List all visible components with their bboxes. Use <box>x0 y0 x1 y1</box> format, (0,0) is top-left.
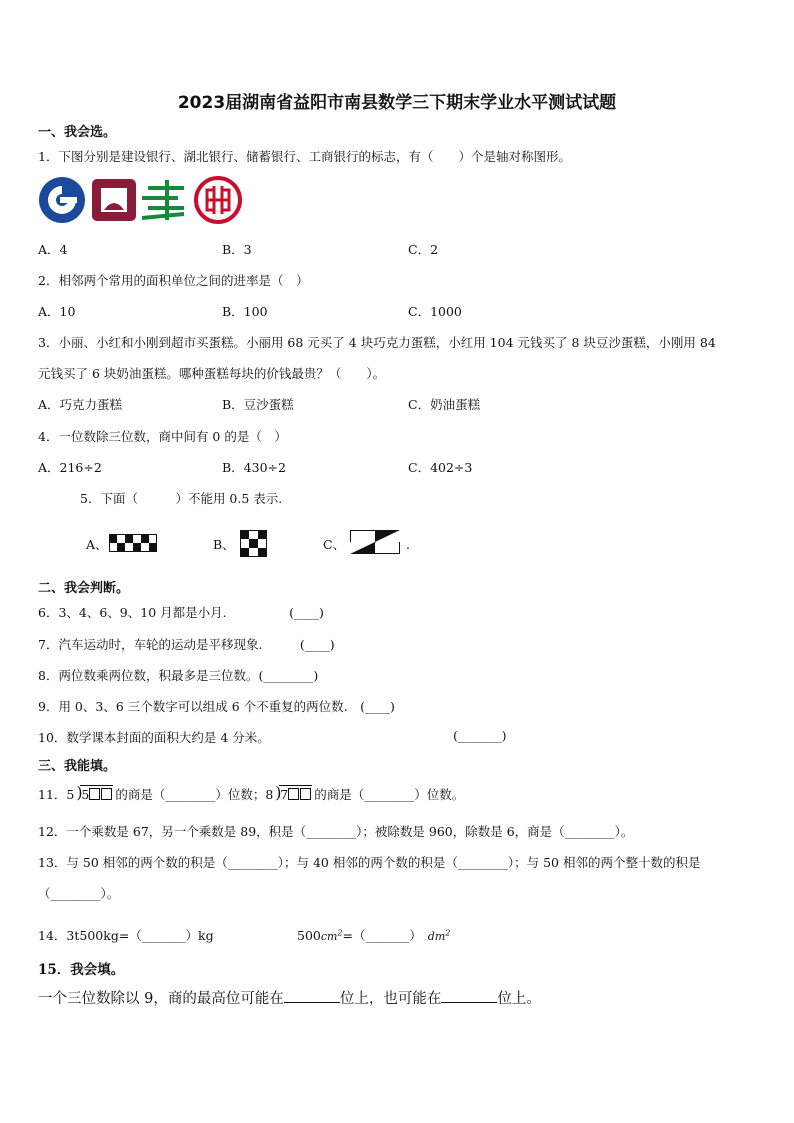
q5-end-mark: . <box>406 537 410 552</box>
question-2: 2．相邻两个常用的面积单位之间的进率是（ ） <box>38 273 309 288</box>
q11-text-1: 的商是（________）位数； <box>115 787 266 802</box>
question-8: 8．两位数乘两位数，积最多是三位数。(________) <box>38 668 319 683</box>
q4-option-b[interactable]: B．430÷2 <box>222 460 286 475</box>
bank-logos <box>38 176 244 224</box>
split-rect-figure-c <box>350 530 400 554</box>
long-division-2 <box>273 783 312 802</box>
unit-cm: cm <box>320 930 338 943</box>
q5-option-b[interactable]: B、 <box>213 537 235 552</box>
grid-figure-a <box>109 534 157 552</box>
q5-option-c[interactable]: C、 <box>323 537 346 552</box>
q1-option-c[interactable]: C．2 <box>408 242 439 257</box>
q1-option-b[interactable]: B．3 <box>222 242 252 257</box>
q2-option-a[interactable]: A．10 <box>38 304 76 319</box>
grid-figure-b <box>240 530 267 557</box>
q5-figure-a <box>109 534 157 555</box>
blank-box[interactable] <box>288 788 299 800</box>
q5-figure-b <box>240 530 267 560</box>
exponent: 2 <box>337 928 343 938</box>
q4-option-c[interactable]: C．402÷3 <box>408 460 473 475</box>
division-bar-2 <box>279 785 312 786</box>
unit-dm: dm <box>427 930 446 943</box>
q5-figure-c <box>350 530 400 557</box>
division-bracket-2: ) <box>275 783 282 802</box>
unit-cm2 <box>321 930 343 943</box>
q15-part-3: 位上。 <box>497 991 541 1007</box>
q14-equals-blank[interactable]: =（_______） <box>342 928 422 943</box>
exponent: 2 <box>445 928 451 938</box>
q11-number: 11． <box>38 787 67 802</box>
question-15-body <box>38 987 541 1008</box>
q5-option-a[interactable]: A、 <box>86 537 108 552</box>
unit-dm2 <box>428 930 451 943</box>
section-heading-2: 二、我会判断。 <box>38 581 130 596</box>
bank-logos-graphic <box>38 176 244 224</box>
question-9: 9．用 0、3、6 三个数字可以组成 6 个不重复的两位数. (____) <box>38 699 395 714</box>
ccb-logo <box>39 177 85 223</box>
hubei-bank-logo <box>92 179 136 221</box>
question-1: 1．下图分别是建设银行、湖北银行、储蓄银行、工商银行的标志，有（ ）个是轴对称图形。 <box>38 149 571 164</box>
blank-box[interactable] <box>89 788 100 800</box>
q15-blank-1[interactable] <box>284 990 340 1003</box>
q15-part-2: 位上，也可能在 <box>339 991 442 1007</box>
q2-option-c[interactable]: C．1000 <box>408 304 462 319</box>
q11-text-2: 的商是（________）位数。 <box>314 787 465 802</box>
icbc-logo <box>196 178 240 222</box>
question-10: 10．数学课本封面的面积大约是 4 分米。 <box>38 730 270 745</box>
q4-option-a[interactable]: A．216÷2 <box>38 460 102 475</box>
long-division-1 <box>74 783 113 802</box>
q11-divisor-2: 8 <box>265 787 274 802</box>
question-13-line-2: （________）。 <box>38 886 120 901</box>
q10-answer-blank[interactable]: (_______) <box>453 728 507 743</box>
q11-dividend-2: 7 <box>280 787 289 802</box>
section-heading-1: 一、我会选。 <box>38 125 117 140</box>
q3-option-c[interactable]: C．奶油蛋糕 <box>408 397 481 412</box>
q2-option-b[interactable]: B．100 <box>222 304 268 319</box>
question-6: 6．3、4、6、9、10 月都是小月. (____) <box>38 605 324 620</box>
question-12: 12．一个乘数是 67，另一个乘数是 89，积是（________）；被除数是 960，除数是 6，商是（________）。 <box>38 824 634 839</box>
question-14-left: 14．3t500kg=（_______）kg <box>38 928 214 943</box>
question-3-line-2: 元钱买了 6 块奶油蛋糕。哪种蛋糕每块的价钱最贵？（ ）。 <box>38 366 386 381</box>
question-11 <box>38 785 464 803</box>
q15-blank-2[interactable] <box>441 990 497 1003</box>
q3-option-a[interactable]: A．巧克力蛋糕 <box>38 397 123 412</box>
question-13-line-1: 13．与 50 相邻的两个数的积是（________）；与 40 相邻的两个数的积是（________）；与 50 相邻的两个整十数的积是 <box>38 855 701 870</box>
question-4: 4．一位数除三位数，商中间有 0 的是（ ） <box>38 429 287 444</box>
section-heading-3: 三、我能填。 <box>38 759 117 774</box>
page-title: 2023届湖南省益阳市南县数学三下期末学业水平测试试题 <box>177 93 617 113</box>
question-14-right <box>297 926 450 944</box>
q3-option-b[interactable]: B．豆沙蛋糕 <box>222 397 294 412</box>
q15-part-1: 一个三位数除以 9，商的最高位可能在 <box>38 991 284 1007</box>
question-5: 5．下面（ ）不能用 0.5 表示. <box>80 491 283 506</box>
q11-dividend-1: 5 <box>81 787 90 802</box>
question-15-title: 15．我会填。 <box>38 962 125 978</box>
q14-value: 500 <box>297 928 321 943</box>
question-3-line-1: 3．小丽、小红和小刚到超市买蛋糕。小丽用 68 元买了 4 块巧克力蛋糕，小红用 104 元钱买了 8 块豆沙蛋糕，小刚用 84 <box>38 335 716 350</box>
question-7: 7．汽车运动时，车轮的运动是平移现象. (____) <box>38 637 335 652</box>
division-bracket-1: ) <box>76 783 83 802</box>
postal-bank-logo <box>142 180 184 220</box>
blank-box[interactable] <box>300 788 311 800</box>
blank-box[interactable] <box>101 788 112 800</box>
q11-divisor-1: 5 <box>66 787 75 802</box>
q1-option-a[interactable]: A．4 <box>38 242 68 257</box>
division-bar-1 <box>80 785 113 786</box>
